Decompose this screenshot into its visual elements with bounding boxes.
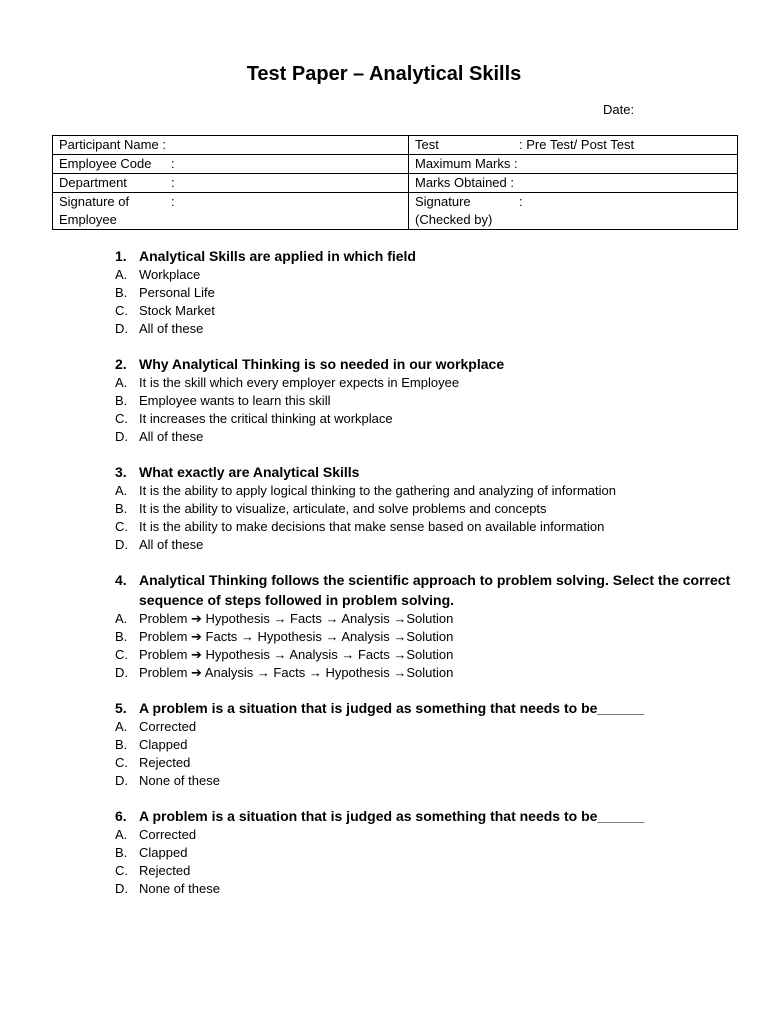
question-text: Why Analytical Thinking is so needed in our workplace [139, 356, 505, 372]
option-text: It is the ability to visualize, articulate, and solve problems and concepts [139, 501, 547, 516]
option-a [115, 826, 755, 844]
option-letter: C. [115, 411, 128, 426]
employee-code-label: Employee Code [59, 156, 152, 171]
test-type-value: : Pre Test/ Post Test [519, 137, 635, 152]
employee-signature-label: Signature of [59, 194, 130, 209]
option-text: All of these [139, 537, 204, 552]
table-row [53, 174, 738, 193]
option-letter: D. [115, 429, 128, 444]
option-letter: A. [115, 719, 128, 734]
option-text: Corrected [139, 719, 197, 734]
option-a [115, 482, 755, 500]
question-list [115, 246, 755, 914]
participant-name-label: Participant Name : [59, 137, 166, 152]
option-text: Rejected [139, 755, 191, 770]
option-c [115, 862, 755, 880]
date-label: Date: [603, 102, 635, 117]
option-text: Problem ➔ Analysis → Facts → Hypothesis →Solution [139, 665, 454, 680]
option-letter: D. [115, 537, 128, 552]
test-cell [409, 136, 738, 155]
checker-signature-cell [409, 193, 738, 230]
checker-signature-label: Signature [415, 194, 471, 209]
option-letter: C. [115, 863, 128, 878]
question-text: Analytical Skills are applied in which field [139, 248, 416, 264]
option-letter: C. [115, 755, 128, 770]
option-c [115, 754, 755, 772]
option-d [115, 428, 755, 446]
option-letter: B. [115, 501, 128, 516]
option-a [115, 266, 755, 284]
option-text: Clapped [139, 737, 188, 752]
option-letter: C. [115, 519, 128, 534]
option-letter: D. [115, 665, 128, 680]
option-b [115, 392, 755, 410]
option-text: Corrected [139, 827, 197, 842]
option-d [115, 664, 755, 682]
employee-code-colon: : [171, 156, 175, 171]
employee-signature-cell [53, 193, 409, 230]
option-d [115, 536, 755, 554]
employee-signature-colon: : [171, 194, 175, 209]
option-text: Workplace [139, 267, 201, 282]
question-text: Analytical Thinking follows the scientific approach to problem solving. Select the correct sequence of steps followed in problem solving. [139, 572, 731, 608]
employee-code-cell [53, 155, 409, 174]
option-text: Problem ➔ Hypothesis → Facts → Analysis →Solution [139, 611, 454, 626]
option-letter: C. [115, 303, 128, 318]
option-c [115, 302, 755, 320]
option-letter: A. [115, 267, 128, 282]
question-number: 4. [115, 572, 127, 588]
option-b [115, 736, 755, 754]
maximum-marks-label: Maximum Marks : [415, 156, 518, 171]
option-text: None of these [139, 773, 220, 788]
checker-signature-sublabel: (Checked by) [415, 212, 493, 227]
participant-name-cell [53, 136, 409, 155]
option-text: Problem ➔ Facts → Hypothesis → Analysis →Solution [139, 629, 454, 644]
question-3 [115, 462, 755, 554]
table-row [53, 136, 738, 155]
question-1 [115, 246, 755, 338]
option-b [115, 500, 755, 518]
option-text: Rejected [139, 863, 191, 878]
option-text: Problem ➔ Hypothesis → Analysis → Facts →Solution [139, 647, 454, 662]
question-2 [115, 354, 755, 446]
option-text: Personal Life [139, 285, 215, 300]
option-a [115, 610, 755, 628]
test-label: Test [415, 137, 439, 152]
question-number: 2. [115, 356, 127, 372]
department-colon: : [171, 175, 175, 190]
table-row [53, 193, 738, 230]
option-a [115, 718, 755, 736]
question-5 [115, 698, 755, 790]
checker-signature-colon: : [519, 194, 523, 209]
option-d [115, 772, 755, 790]
question-6 [115, 806, 755, 898]
maximum-marks-cell [409, 155, 738, 174]
question-number: 3. [115, 464, 127, 480]
option-b [115, 844, 755, 862]
participant-info-table [52, 135, 738, 230]
option-letter: A. [115, 375, 128, 390]
option-text: All of these [139, 429, 204, 444]
page-title: Test Paper – Analytical Skills [246, 63, 522, 85]
option-letter: B. [115, 393, 128, 408]
option-c [115, 518, 755, 536]
option-letter: D. [115, 773, 128, 788]
option-text: Employee wants to learn this skill [139, 393, 331, 408]
option-text: All of these [139, 321, 204, 336]
question-number: 1. [115, 248, 127, 264]
option-text: Clapped [139, 845, 188, 860]
question-number: 5. [115, 700, 127, 716]
department-cell [53, 174, 409, 193]
question-text: A problem is a situation that is judged as something that needs to be______ [139, 700, 645, 716]
department-label: Department [59, 175, 127, 190]
option-letter: B. [115, 737, 128, 752]
option-b [115, 628, 755, 646]
option-letter: D. [115, 881, 128, 896]
option-text: Stock Market [139, 303, 215, 318]
option-letter: B. [115, 845, 128, 860]
option-letter: B. [115, 285, 128, 300]
table-row [53, 155, 738, 174]
option-letter: B. [115, 629, 128, 644]
option-text: It is the ability to make decisions that make sense based on available information [139, 519, 605, 534]
employee-signature-sublabel: Employee [59, 212, 117, 227]
question-text: A problem is a situation that is judged as something that needs to be______ [139, 808, 645, 824]
option-c [115, 410, 755, 428]
question-4 [115, 570, 755, 682]
question-text: What exactly are Analytical Skills [139, 464, 360, 480]
option-letter: C. [115, 647, 128, 662]
option-a [115, 374, 755, 392]
question-number: 6. [115, 808, 127, 824]
option-b [115, 284, 755, 302]
option-text: None of these [139, 881, 220, 896]
option-letter: D. [115, 321, 128, 336]
option-text: It is the skill which every employer expects in Employee [139, 375, 460, 390]
option-letter: A. [115, 827, 128, 842]
option-d [115, 880, 755, 898]
option-text: It increases the critical thinking at workplace [139, 411, 393, 426]
option-d [115, 320, 755, 338]
marks-obtained-label: Marks Obtained : [415, 175, 514, 190]
option-letter: A. [115, 611, 128, 626]
option-text: It is the ability to apply logical thinking to the gathering and analyzing of information [139, 483, 616, 498]
option-c [115, 646, 755, 664]
option-letter: A. [115, 483, 128, 498]
marks-obtained-cell [409, 174, 738, 193]
